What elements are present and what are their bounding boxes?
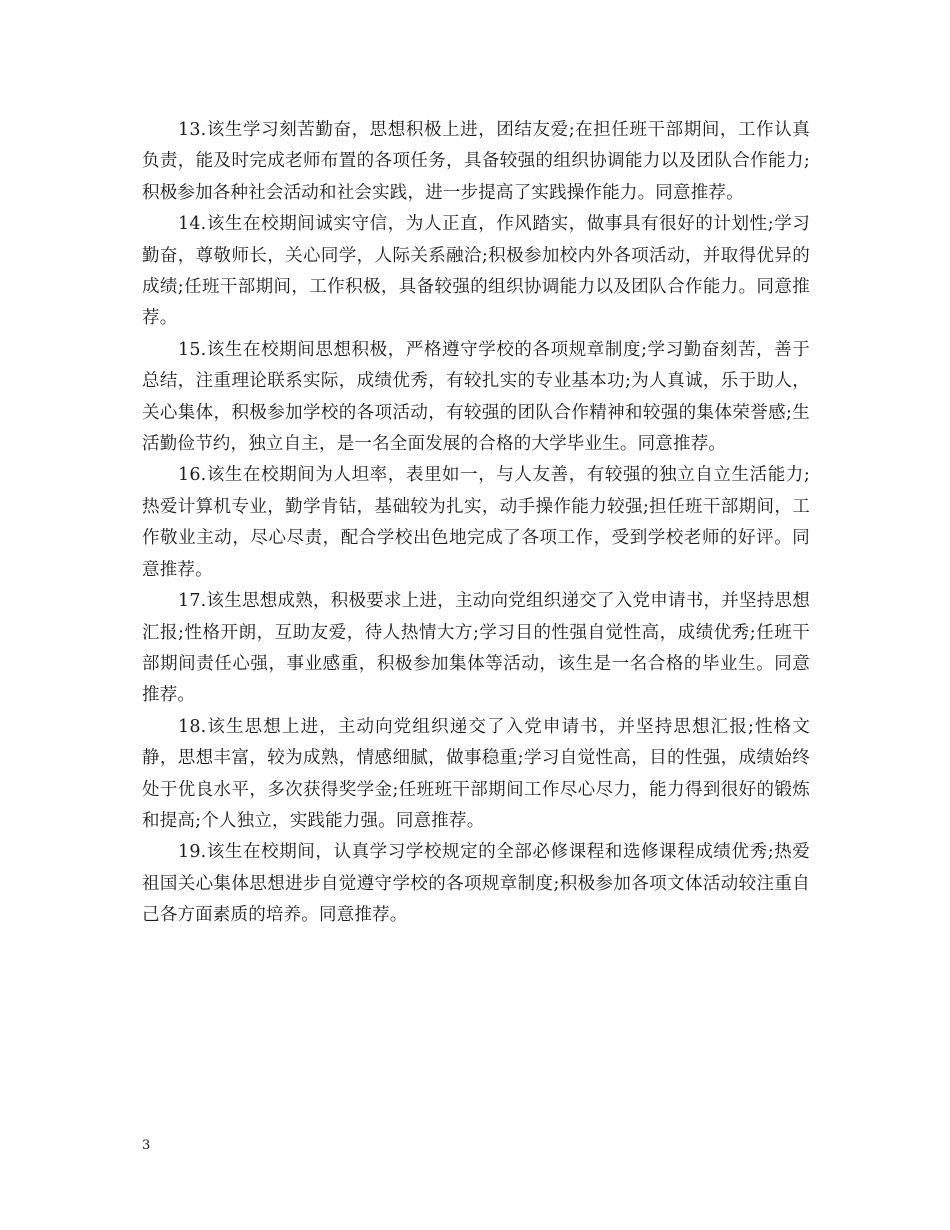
paragraph-14: 14.该生在校期间诚实守信，为人正直，作风踏实，做事具有很好的计划性;学习勤奋，尊敬师长，关心同学，人际关系融洽;积极参加校内外各项活动，并取得优异的成绩;任班干部期间，工作积极，具备较强的组织协调能力以及团队合作能力。同意推荐。 <box>142 214 810 329</box>
paragraph-13: 13.该生学习刻苦勤奋，思想积极上进，团结友爱;在担任班干部期间，工作认真负责，能及时完成老师布置的各项任务，具备较强的组织协调能力以及团队合作能力;积极参加各种社会活动和社会实践，进一步提高了实践操作能力。同意推荐。 <box>142 120 810 203</box>
paragraph-19: 19.该生在校期间，认真学习学校规定的全部必修课程和选修课程成绩优秀;热爱祖国关心集体思想进步自觉遵守学校的各项规章制度;积极参加各项文体活动较注重自己各方面素质的培养。同意推荐。 <box>142 842 810 926</box>
document-body <box>142 115 810 932</box>
page-number: 3 <box>142 1138 151 1153</box>
paragraph-17: 17.该生思想成熟，积极要求上进，主动向党组织递交了入党申请书，并坚持思想汇报;性格开朗，互助友爱，待人热情大方;学习目的性强自觉性高，成绩优秀;任班干部期间责任心强，事业感重，积极参加集体等活动，该生是一名合格的毕业生。同意推荐。 <box>142 591 810 706</box>
paragraph-16: 16.该生在校期间为人坦率，表里如一，与人友善，有较强的独立自立生活能力;热爱计算机专业，勤学肯钻，基础较为扎实，动手操作能力较强;担任班干部期间，工作敬业主动，尽心尽责，配合学校出色地完成了各项工作，受到学校老师的好评。同意推荐。 <box>142 465 810 580</box>
paragraph-18: 18.该生思想上进，主动向党组织递交了入党申请书，并坚持思想汇报;性格文静，思想丰富，较为成熟，情感细腻，做事稳重;学习自觉性高，目的性强，成绩始终处于优良水平，多次获得奖学金;任班班干部期间工作尽心尽力，能力得到很好的锻炼和提高;个人独立，实践能力强。同意推荐。 <box>142 716 810 831</box>
paragraph-15: 15.该生在校期间思想积极，严格遵守学校的各项规章制度;学习勤奋刻苦，善于总结，注重理论联系实际，成绩优秀，有较扎实的专业基本功;为人真诚，乐于助人，关心集体，积极参加学校的各项活动，有较强的团队合作精神和较强的集体荣誉感;生活勤俭节约，独立自主，是一名全面发展的合格的大学毕业生。同意推荐。 <box>142 339 810 455</box>
